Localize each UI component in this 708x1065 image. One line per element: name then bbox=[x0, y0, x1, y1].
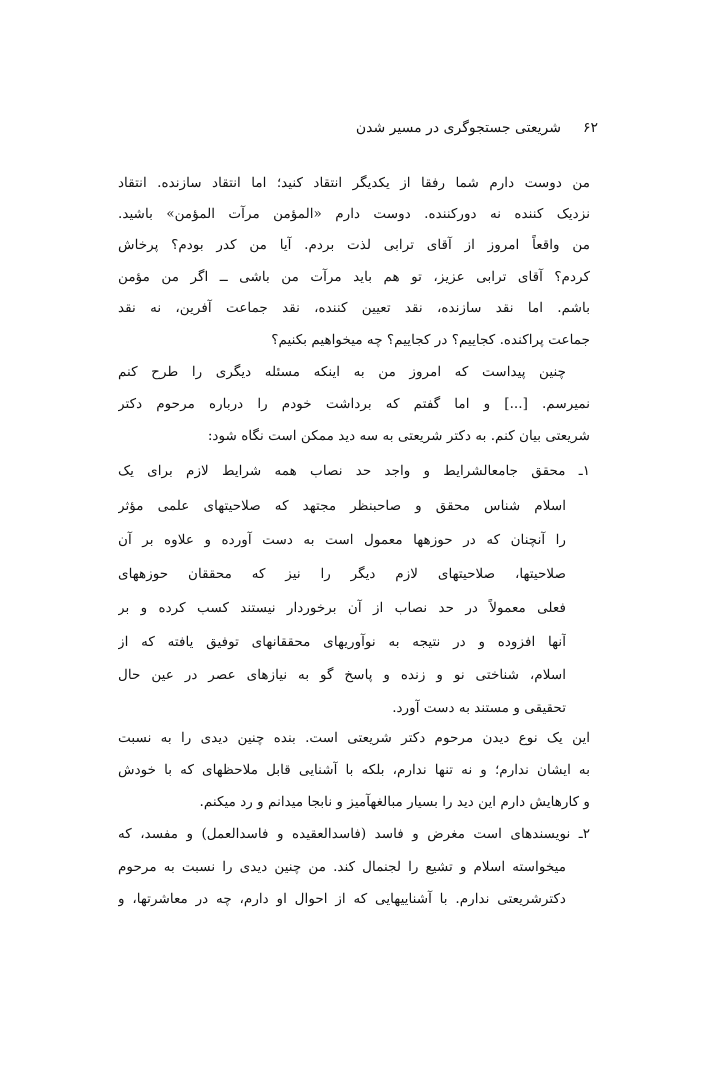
text-line: جماعت پراکنده. کجاییم؟ در کجاییم؟ چه میخواهیم بکنیم؟ bbox=[271, 332, 590, 348]
list-item-line: دکترشریعتی ندارم. با آشناییهایی که از احوال او دارم، چه در معاشرتها، و bbox=[118, 891, 566, 907]
list-item-line: صلاحیتها، صلاحیتهای لازم دیگر را نیز که محققان حوزههای bbox=[118, 566, 566, 582]
page-number: ۶۲ bbox=[582, 120, 598, 136]
text-line: کردم؟ آقای ترابی عزیز، تو هم باید مرآت من باشی ــ اگر من مؤمن bbox=[118, 269, 590, 285]
text-line: شریعتی بیان کنم. به دکتر شریعتی به سه دید ممکن است نگاه شود: bbox=[207, 428, 590, 444]
text-line: به ایشان ندارم؛ و نه تنها ندارم، بلکه با آشنایی قابل ملاحظهای که با خودش bbox=[118, 762, 590, 778]
text-line: من واقعاً امروز از آقای ترابی لذت بردم. آیا من کدر بودم؟ پرخاش bbox=[118, 237, 590, 253]
list-item-line: اسلام، شناختی نو و زنده و پاسخ گو به نیازهای عصر در عین حال bbox=[118, 667, 566, 683]
list-item-line: ۲ـ نویسندهای است مغرض و فاسد (فاسدالعقیده و فاسدالعمل) و مفسد، که bbox=[118, 826, 590, 842]
list-item-line: فعلی معمولاً در حد نصاب از آن برخوردار نیستند کسب کرده و بر bbox=[118, 600, 566, 616]
text-line: نزدیک کننده نه دورکننده. دوست دارم «المؤمن مرآت المؤمن» باشید. bbox=[118, 206, 590, 222]
running-header bbox=[110, 118, 598, 138]
list-item-line: اسلام شناس محقق و صاحبنظر مجتهد که صلاحیتهای علمی مؤثر bbox=[118, 498, 566, 514]
list-item-line: میخواسته اسلام و تشیع را لجنمال کند. من چنین دیدی را نسبت به مرحوم bbox=[118, 859, 566, 875]
list-item-line: تحقیقی و مستند به دست آورد. bbox=[392, 700, 566, 716]
list-item-line: ۱ـ محقق جامعالشرایط و واجد حد نصاب همه شرایط لازم برای یک bbox=[118, 463, 590, 479]
text-line: و کارهایش دارم این دید را بسیار مبالغهآمیز و نابجا میدانم و رد میکنم. bbox=[199, 794, 590, 810]
text-line: باشم. اما نقد سازنده، نقد تعیین کننده، نقد جماعت آفرین، نه نقد bbox=[118, 300, 590, 316]
list-item-line: را آنچنان که در حوزهها معمول است به دست آورده و علاوه بر آن bbox=[118, 532, 566, 548]
text-line: این یک نوع دیدن مرحوم دکتر شریعتی است. بنده چنین دیدی را به نسبت bbox=[118, 730, 590, 746]
list-item-line: آنها افزوده و در نتیجه به نوآوریهای محققانهای توفیق یافته که از bbox=[118, 634, 566, 650]
text-line: من دوست دارم شما رفقا از یکدیگر انتقاد کنید؛ اما انتقاد سازنده. انتقاد bbox=[118, 175, 590, 191]
text-line: چنین پیداست که امروز من به اینکه مسئله دیگری را طرح کنم bbox=[118, 364, 566, 380]
running-title: شریعتی جستجوگری در مسیر شدن bbox=[355, 120, 561, 136]
text-line: نمیرسم. [...] و اما گفتم که برداشت خودم را درباره مرحوم دکتر bbox=[118, 396, 590, 412]
